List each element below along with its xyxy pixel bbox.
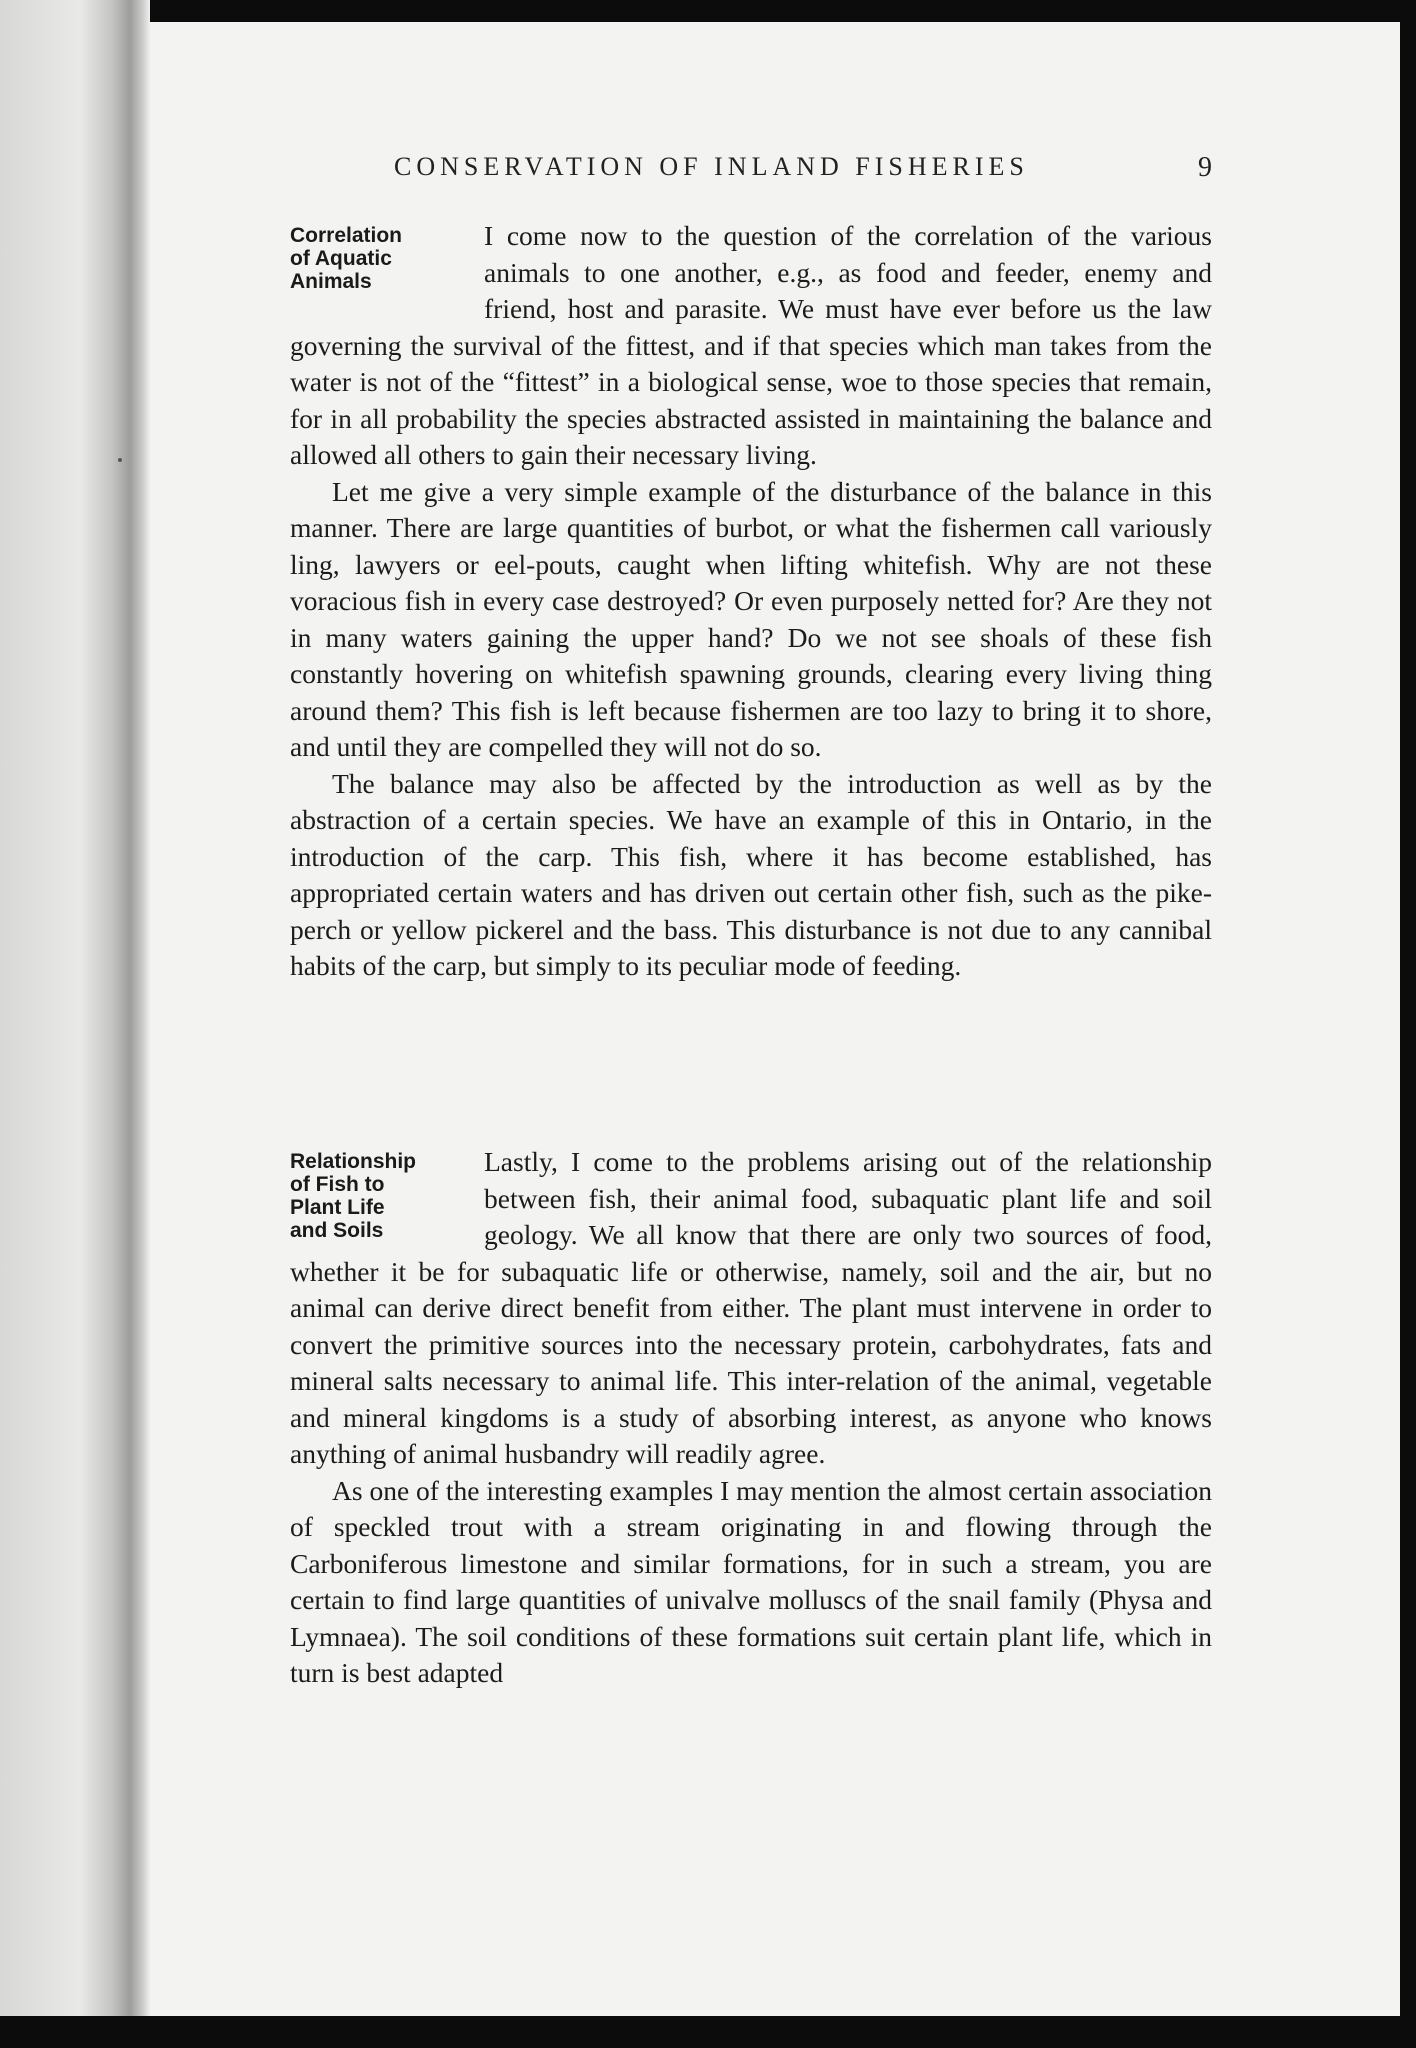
sidenote-line: Correlation <box>290 224 403 247</box>
sidenote-line: of Fish to <box>290 1173 385 1196</box>
sidenote-relationship <box>290 1150 470 1242</box>
paragraph: The balance may also be affected by the introduction as well as by the abstraction of a certain species. We have an example of this in Ontario, in the introduction of the carp. This fish, where it has become established, has appropriated certain waters and has driven out certain other fish, such as the pike-perch or yellow pickerel and the bass. This disturbance is not due to any cannibal habits of the carp, but simply to its peculiar mode of feeding. <box>290 767 1212 981</box>
scan-border-bottom <box>0 2016 1416 2048</box>
section-correlation <box>290 218 1212 985</box>
sidenote-correlation <box>290 224 470 293</box>
paragraph: Let me give a very simple example of the disturbance of the balance in this manner. There are large quantities of burbot, or what the fishermen call variously ling, lawyers or eel-pouts, caught when lifting whitefish. Why are not these voracious fish in every case destroyed? Or even purposely netted for? Are they not in many waters gaining the upper hand? Do we not see shoals of these fish constantly hovering on whitefish spawning grounds, clearing every living thing around them? This fish is left because fishermen are too lazy to bring it to shore, and until they are compelled they will not do so. <box>290 475 1212 762</box>
scan-speck <box>118 458 122 462</box>
sidenote-line: of Aquatic <box>290 247 392 270</box>
paragraph: I come now to the question of the correlation of the various animals to one another, e.g., as food and feeder, enemy and friend, host and parasite. We must have ever before us the law governing the survival of the fittest, and if that species which man takes from the water is not of the “fittest” in a biological sense, woe to those species that remain, for in all probability the species abstracted assisted in maintaining the balance and allowed all others to gain their necessary living. <box>290 220 1212 470</box>
paragraph: As one of the interesting examples I may mention the almost certain association of speckled trout with a stream originating in and flowing through the Carboniferous limestone and similar formations, for in such a stream, you are certain to find large quantities of univalve molluscs of the snail family (Physa and Lymnaea). The soil conditions of these formations suit certain plant life, which in turn is best adapted <box>290 1474 1212 1688</box>
page-number: 9 <box>1198 152 1212 183</box>
sidenote-line: Animals <box>290 270 372 293</box>
section-relationship <box>290 1144 1212 1692</box>
sidenote-line: Relationship <box>290 1150 417 1173</box>
paragraph: Lastly, I come to the problems arising out of the relationship between fish, their animal food, subaquatic plant life and soil geology. We all know that there are only two sources of food, whether it be for subaquatic life or otherwise, namely, soil and the air, but no animal can derive direct benefit from either. The plant must intervene in order to convert the primitive sources into the necessary protein, carbohydrates, fats and mineral salts necessary to animal life. This inter-relation of the animal, vegetable and mineral kingdoms is a study of absorbing interest, as anyone who knows anything of animal husbandry will readily agree. <box>290 1146 1212 1469</box>
scan-border-top <box>0 0 1416 22</box>
sidenote-line: Plant Life <box>290 1196 385 1219</box>
sidenote-line: and Soils <box>290 1219 384 1242</box>
book-gutter <box>0 0 150 2048</box>
running-head: CONSERVATION OF INLAND FISHERIES <box>394 152 1029 181</box>
